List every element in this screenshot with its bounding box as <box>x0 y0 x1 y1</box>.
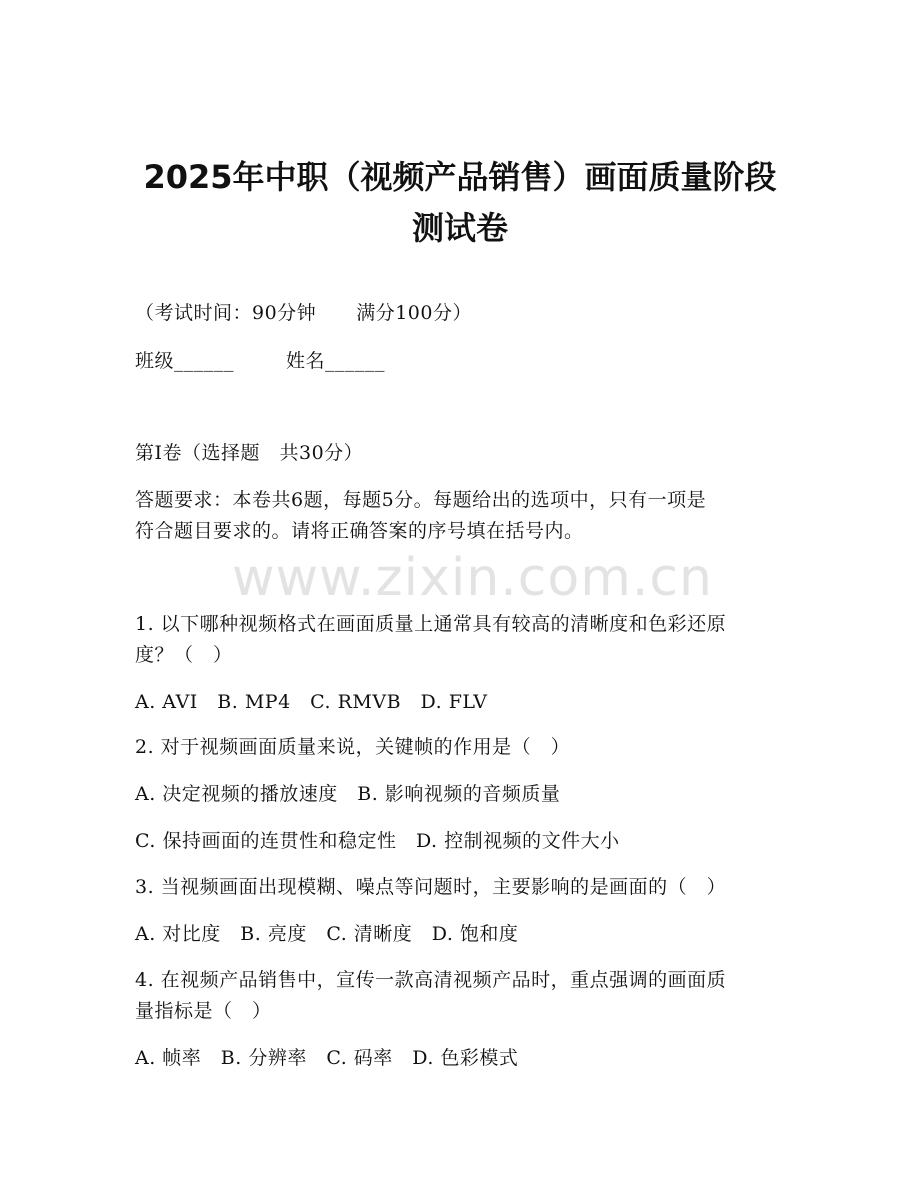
section-heading: 第I卷（选择题 共30分） <box>135 442 364 464</box>
question-4-stem-line-2: 量指标是（ ） <box>135 1000 272 1022</box>
name-field: 姓名______ <box>286 350 386 372</box>
instructions-line-1: 答题要求：本卷共6题，每题5分。每题给出的选项中，只有一项是 <box>135 489 707 511</box>
exam-info <box>135 299 785 327</box>
question-4-stem-line-1: 4. 在视频产品销售中，宣传一款高清视频产品时，重点强调的画面质 <box>135 969 727 991</box>
question-1-options: A. AVI B. MP4 C. RMVB D. FLV <box>135 691 488 713</box>
question-2-options-line-1: A. 决定视频的播放速度 B. 影响视频的音频质量 <box>135 783 561 805</box>
instructions-line-2: 符合题目要求的。请将正确答案的序号填在括号内。 <box>135 520 584 542</box>
watermark: www.zixin.com.cn <box>232 548 713 608</box>
page-title-line-2: 测试卷 <box>411 209 508 247</box>
page-title-line-1: 2025年中职（视频产品销售）画面质量阶段 <box>143 158 777 196</box>
exam-time: （考试时间：90分钟 <box>135 302 317 324</box>
exam-score: 满分100分） <box>356 302 472 324</box>
question-3-stem: 3. 当视频画面出现模糊、噪点等问题时，主要影响的是画面的（ ） <box>135 876 727 898</box>
student-fields <box>135 347 785 375</box>
question-3-options: A. 对比度 B. 亮度 C. 清晰度 D. 饱和度 <box>135 923 519 945</box>
question-4-options: A. 帧率 B. 分辨率 C. 码率 D. 色彩模式 <box>135 1047 519 1069</box>
question-1-stem-line-1: 1. 以下哪种视频格式在画面质量上通常具有较高的清晰度和色彩还原 <box>135 613 727 635</box>
question-2-stem: 2. 对于视频画面质量来说，关键帧的作用是（ ） <box>135 736 571 758</box>
class-field: 班级______ <box>135 350 235 372</box>
question-1-stem-line-2: 度？（ ） <box>135 644 233 666</box>
question-2-options-line-2: C. 保持画面的连贯性和稳定性 D. 控制视频的文件大小 <box>135 830 620 852</box>
